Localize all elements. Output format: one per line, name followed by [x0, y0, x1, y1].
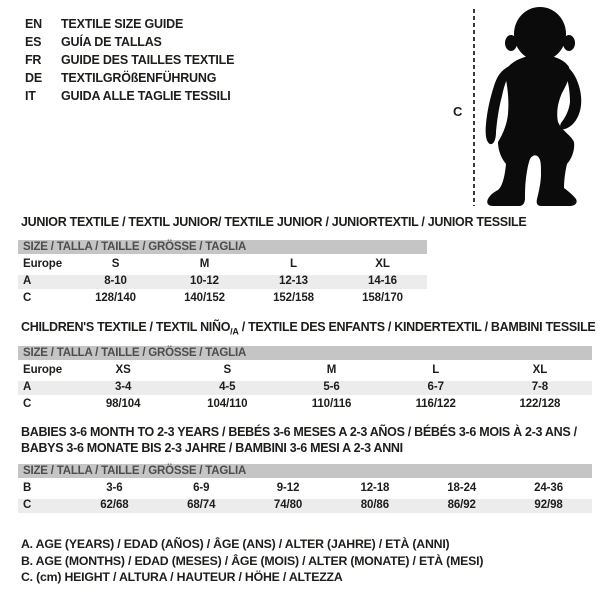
table-row-height: [18, 497, 592, 514]
size-cell: 12-18: [360, 482, 390, 494]
size-cell: 6-9: [193, 482, 210, 494]
size-cell: 14-16: [368, 275, 397, 287]
size-cell: 5-6: [323, 381, 340, 393]
size-header-bar: SIZE / TALLA / TAILLE / GRÖSSE / TAGLIA: [18, 240, 427, 254]
language-title: GUIDA ALLE TAGLIE TESSILI: [61, 89, 231, 103]
size-cell: M: [326, 364, 337, 376]
language-code: IT: [25, 89, 36, 103]
size-cell: XL: [375, 258, 390, 270]
size-cell: S: [223, 364, 232, 376]
measurement-legend: [21, 536, 483, 586]
size-cell: 7-8: [531, 381, 549, 393]
size-cell: 80/86: [360, 499, 390, 511]
size-cell: 12-13: [279, 275, 308, 287]
children-table-title: [21, 320, 595, 337]
size-cell: 122/128: [519, 398, 561, 410]
row-label: C: [23, 398, 32, 410]
size-cell: L: [290, 258, 297, 270]
language-title: TEXTILE SIZE GUIDE: [61, 17, 184, 31]
size-cell: 18-24: [447, 482, 477, 494]
title-text: CHILDREN'S TEXTILE / TEXTIL NIÑO: [21, 320, 231, 334]
row-label: Europe: [23, 258, 63, 270]
size-cell: 86/92: [447, 499, 476, 511]
language-title: GUÍA DE TALLAS: [61, 35, 162, 49]
size-cell: XL: [532, 364, 548, 376]
table-row-height: [18, 396, 592, 413]
title-line: BABIES 3-6 MONTH TO 2-3 YEARS / BEBÉS 3-6 MESES A 2-3 AÑOS / BÉBÉS 3-6 MOIS À 2-3 ANS /: [21, 425, 577, 439]
junior-size-table: [18, 240, 427, 307]
legend-line-a: A. AGE (YEARS) / EDAD (AÑOS) / ÂGE (ANS) / ALTER (JAHRE) / ETÀ (ANNI): [21, 537, 450, 551]
size-cell: S: [111, 258, 120, 270]
language-row-en: [25, 15, 234, 33]
children-size-table: [18, 346, 592, 413]
size-cell: 6-7: [427, 381, 444, 393]
height-measure-label: C: [453, 104, 463, 119]
title-text: / TEXTILE DES ENFANTS / KINDERTEXTIL / BAMBINI TESSILE: [238, 320, 596, 334]
language-row-it: [25, 87, 234, 105]
size-header-bar: SIZE / TALLA / TAILLE / GRÖSSE / TAGLIA: [18, 346, 592, 360]
row-label: A: [23, 381, 32, 393]
babies-size-table: [18, 464, 592, 514]
size-cell: 92/98: [534, 499, 563, 511]
size-cell: 3-6: [106, 482, 123, 494]
title-subscript: /A: [230, 326, 239, 337]
size-cell: 104/110: [207, 398, 248, 410]
size-cell: 116/122: [415, 398, 456, 410]
size-cell: 10-12: [190, 275, 219, 287]
size-cell: 140/152: [184, 292, 225, 304]
size-cell: 4-5: [219, 381, 236, 393]
language-code: EN: [25, 17, 42, 31]
size-header-bar: SIZE / TALLA / TAILLE / GRÖSSE / TAGLIA: [18, 464, 592, 478]
size-cell: XS: [115, 364, 131, 376]
size-cell: L: [432, 364, 440, 376]
language-row-es: [25, 33, 234, 51]
row-label: B: [23, 482, 32, 494]
legend-line-b: B. AGE (MONTHS) / EDAD (MESES) / ÂGE (MOIS) / ALTER (MONATE) / ETÀ (MESI): [21, 553, 484, 568]
language-code: FR: [25, 53, 42, 67]
table-row-age: [18, 379, 592, 396]
language-code: DE: [25, 71, 42, 85]
language-title: TEXTILGRÖßENFÜHRUNG: [61, 71, 217, 85]
table-row-europe: [18, 362, 592, 379]
size-cell: 68/74: [187, 499, 216, 511]
size-cell: 158/170: [362, 292, 403, 304]
language-header: [25, 15, 234, 105]
title-line: BABYS 3-6 MONATE BIS 2-3 JAHRE / BAMBINI 3-6 MESI A 2-3 ANNI: [21, 440, 403, 455]
baby-silhouette-icon: [477, 6, 583, 208]
row-label: C: [23, 292, 32, 304]
babies-table-title: [21, 425, 581, 456]
language-row-fr: [25, 51, 234, 69]
language-title: GUIDE DES TAILLES TEXTILE: [61, 53, 235, 67]
table-row-height: [18, 290, 427, 307]
size-cell: 8-10: [104, 275, 127, 287]
size-cell: 3-4: [114, 381, 132, 393]
legend-line-c: C. (cm) HEIGHT / ALTURA / HAUTEUR / HÖHE / ALTEZZA: [21, 570, 343, 584]
size-cell: 152/158: [273, 292, 314, 304]
height-measure-dashed-line: [473, 9, 475, 206]
size-cell: 9-12: [276, 482, 300, 494]
size-cell: M: [199, 258, 210, 270]
size-cell: 98/104: [105, 398, 141, 410]
size-cell: 24-36: [534, 482, 564, 494]
table-row-europe: [18, 256, 427, 273]
row-label: Europe: [23, 364, 63, 376]
table-row-age-months: [18, 480, 592, 497]
size-cell: 128/140: [95, 292, 136, 304]
junior-table-title: JUNIOR TEXTILE / TEXTIL JUNIOR/ TEXTILE JUNIOR / JUNIORTEXTIL / JUNIOR TESSILE: [21, 215, 527, 229]
language-row-de: [25, 69, 234, 87]
table-row-age: [18, 273, 427, 290]
language-code: ES: [25, 35, 42, 49]
size-cell: 62/68: [100, 499, 129, 511]
row-label: C: [23, 499, 32, 511]
size-cell: 110/116: [311, 398, 352, 410]
size-cell: 74/80: [273, 499, 303, 511]
row-label: A: [23, 275, 32, 287]
